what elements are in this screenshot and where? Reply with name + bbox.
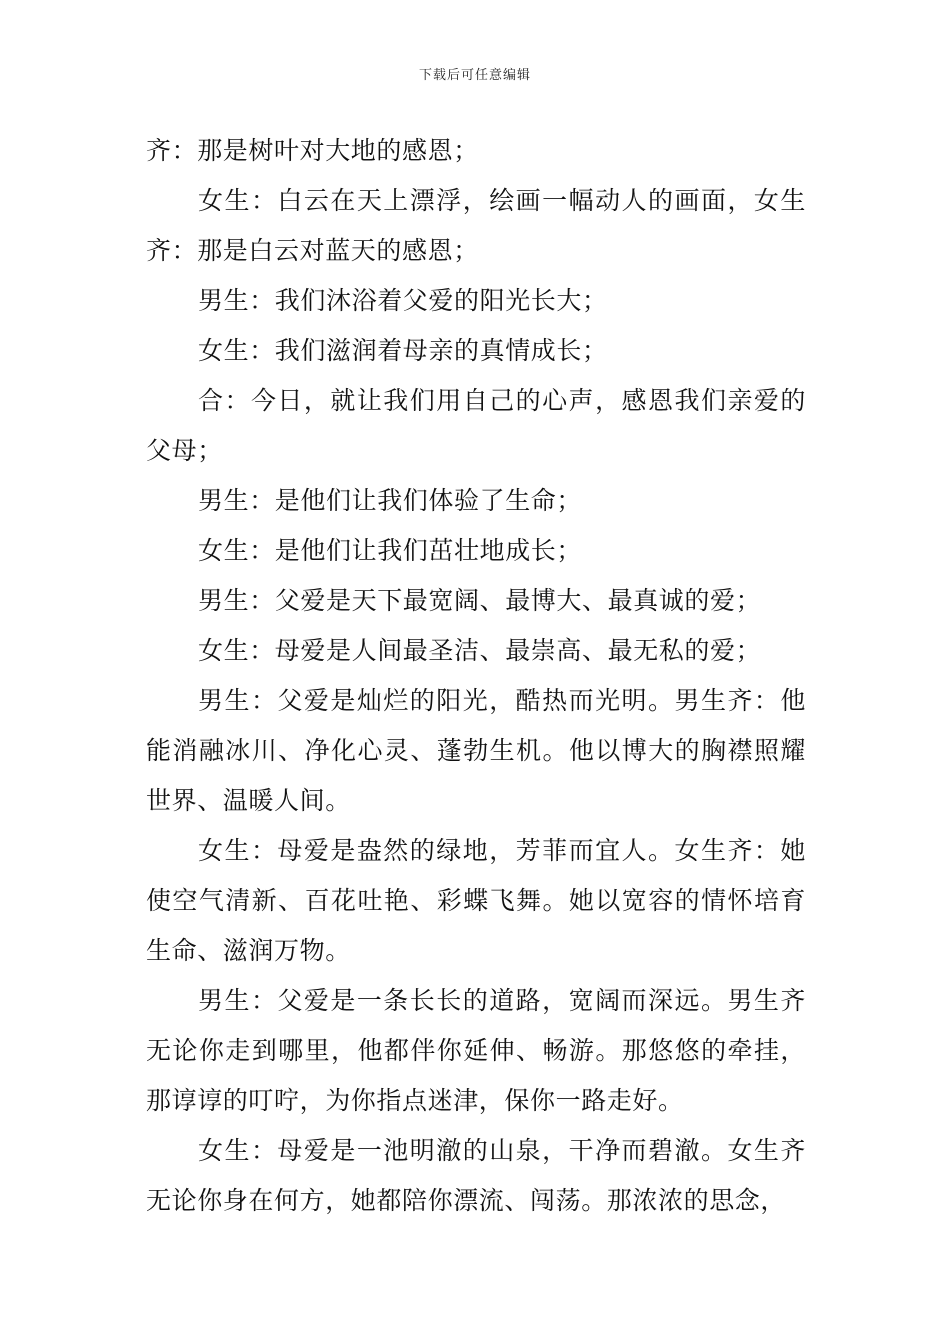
paragraph: 男生：父爱是天下最宽阔、最博大、最真诚的爱； (198, 586, 762, 615)
paragraph: 女生：是他们让我们茁壮地成长； (198, 536, 583, 565)
page-header-note: 下载后可任意编辑 (418, 68, 531, 83)
paragraph: 男生：父爱是灿烂的阳光，酷热而光明。男生齐：他能消融冰川、净化心灵、蓬勃生机。他以博大的胸襟照耀世界、温暖人间。 (146, 686, 806, 815)
paragraph: 合：今日，就让我们用自己的心声，感恩我们亲爱的父母； (146, 386, 806, 465)
document-body (146, 126, 806, 1226)
paragraph: 齐：那是树叶对大地的感恩； (146, 136, 479, 165)
paragraph: 男生：是他们让我们体验了生命； (198, 486, 583, 515)
paragraph: 女生：我们滋润着母亲的真情成长； (198, 336, 608, 365)
paragraph: 女生：母爱是人间最圣洁、最崇高、最无私的爱； (198, 636, 762, 665)
paragraph: 女生：母爱是盎然的绿地，芳菲而宜人。女生齐：她使空气清新、百花吐艳、彩蝶飞舞。她以宽容的情怀培育生命、滋润万物。 (146, 836, 806, 965)
paragraph: 男生：我们沐浴着父爱的阳光长大； (198, 286, 608, 315)
paragraph: 女生：白云在天上漂浮，绘画一幅动人的画面，女生齐：那是白云对蓝天的感恩； (146, 186, 806, 265)
paragraph: 男生：父爱是一条长长的道路，宽阔而深远。男生齐无论你走到哪里，他都伴你延伸、畅游。那悠悠的牵挂，那谆谆的叮咛，为你指点迷津，保你一路走好。 (146, 986, 806, 1115)
paragraph: 女生：母爱是一池明澈的山泉，干净而碧澈。女生齐无论你身在何方，她都陪你漂流、闯荡。那浓浓的思念， (146, 1136, 806, 1215)
